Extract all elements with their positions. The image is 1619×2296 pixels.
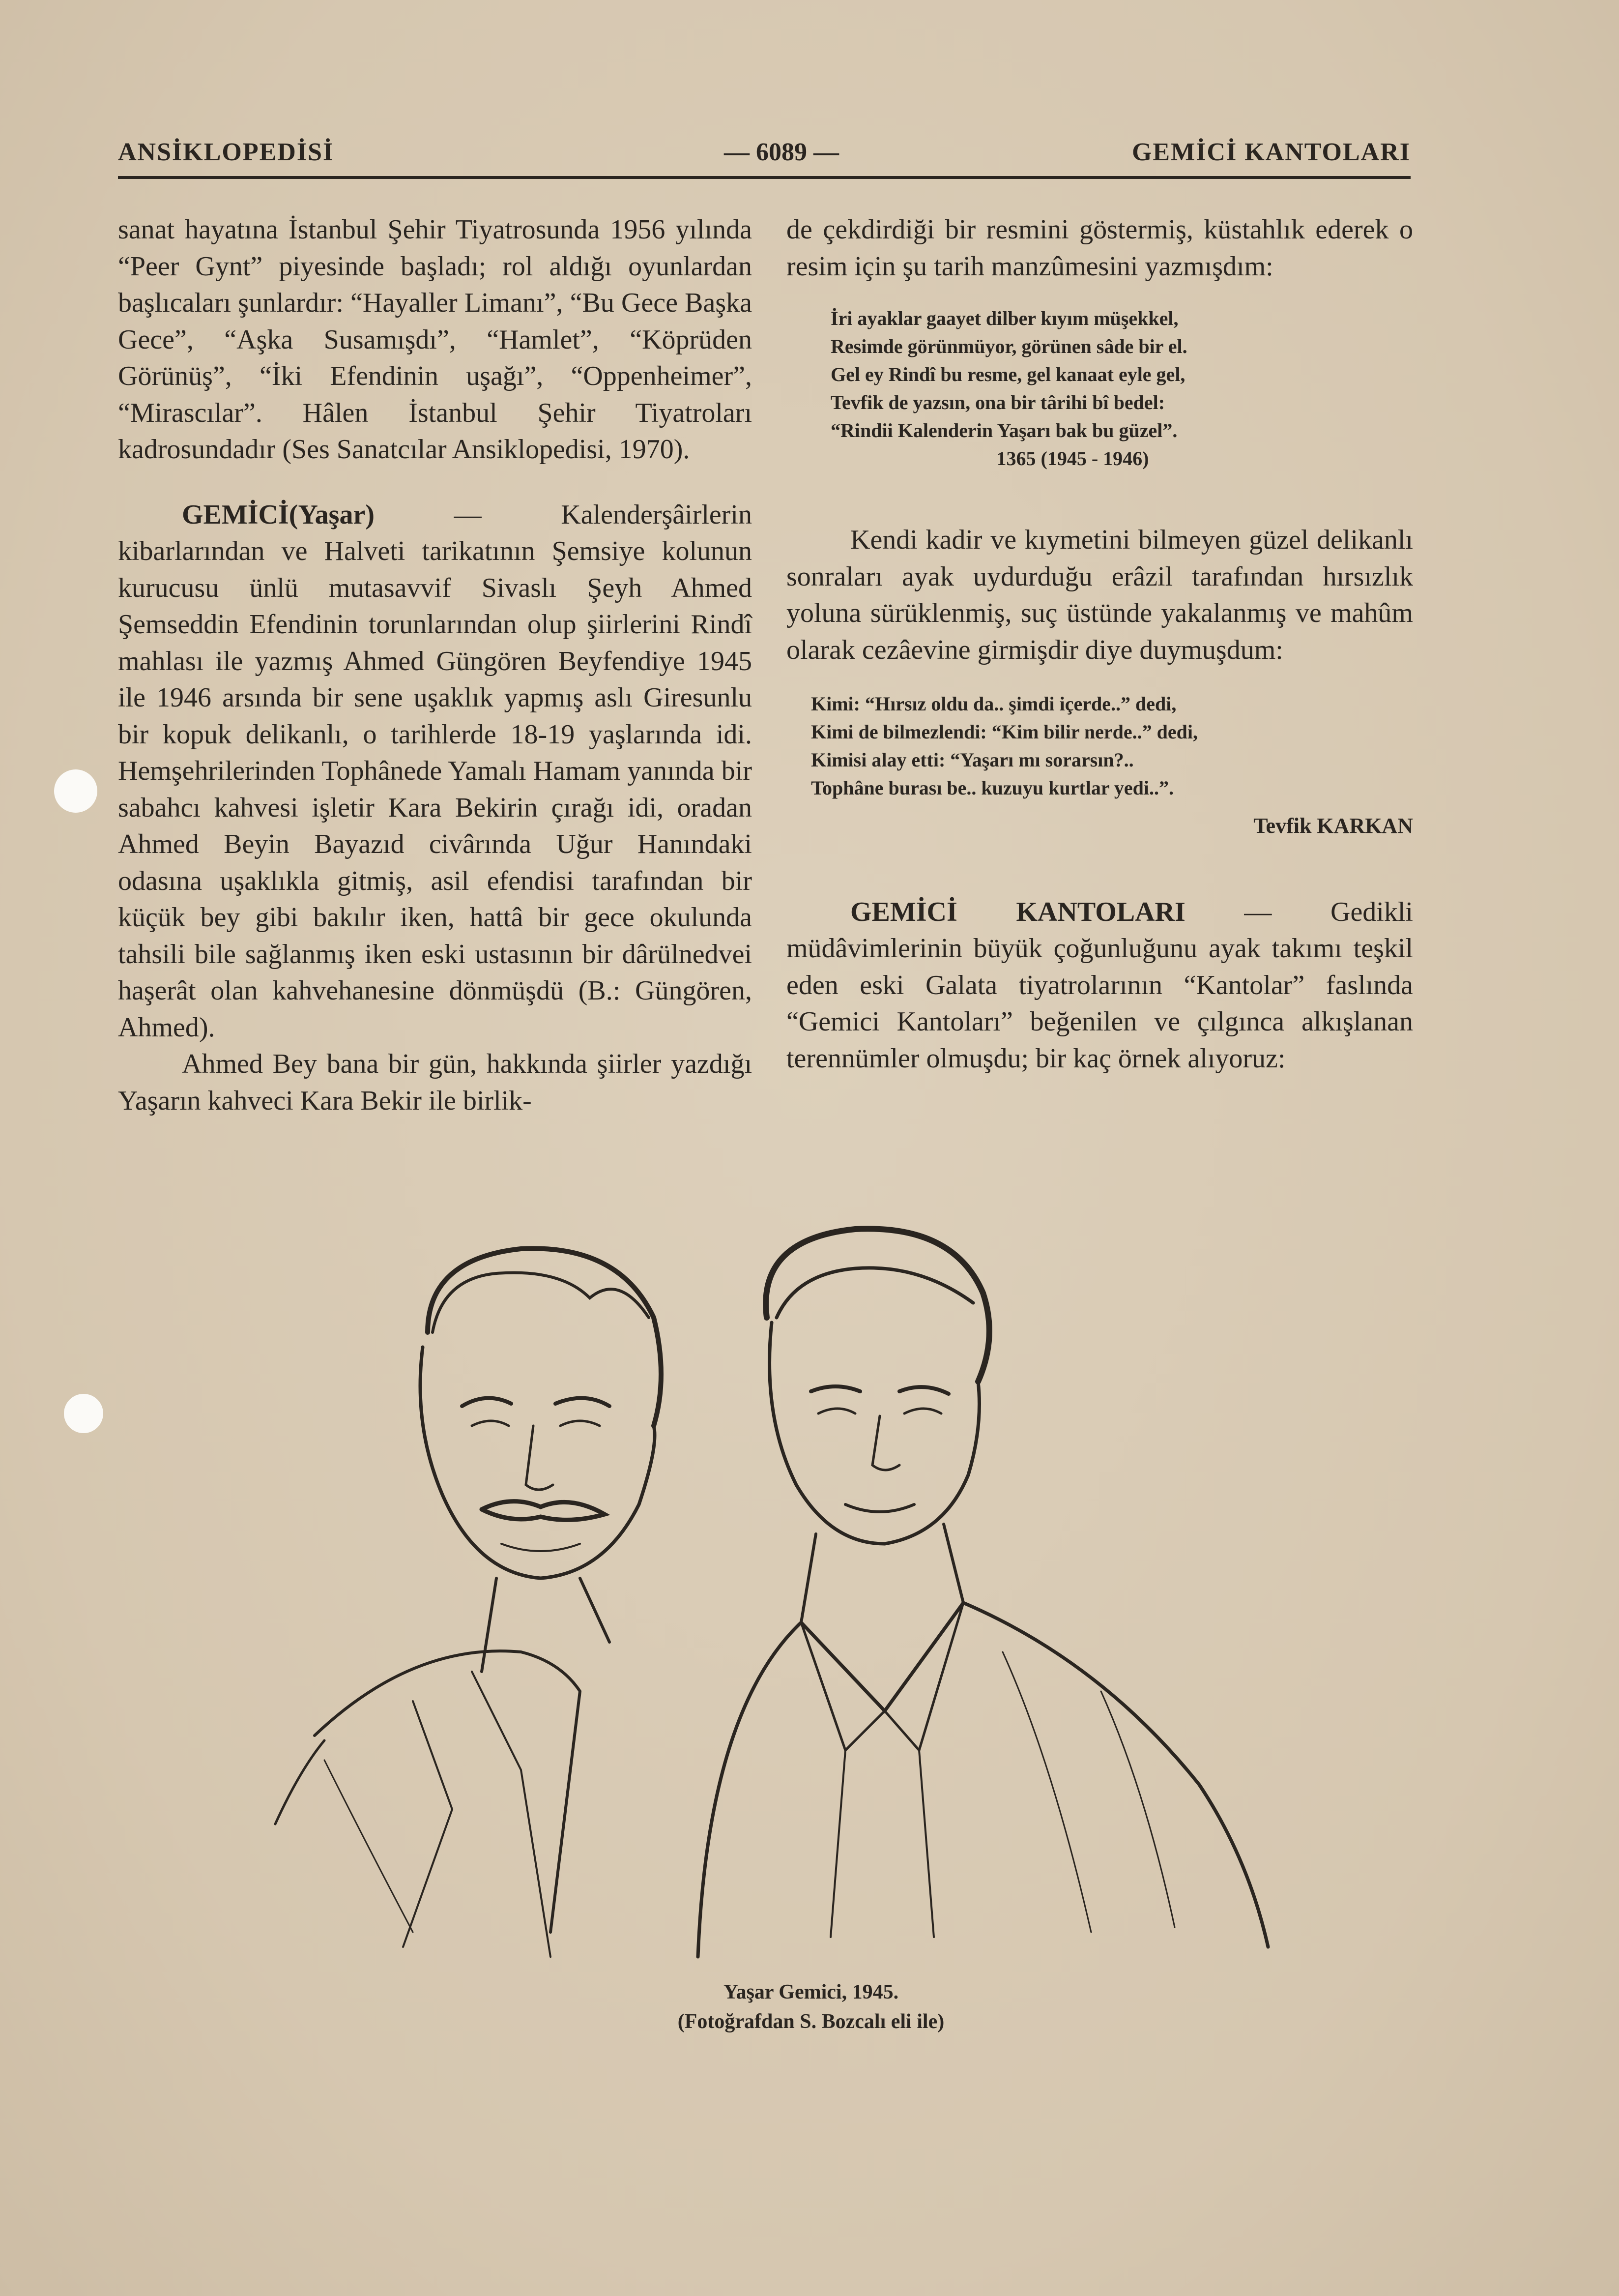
poem-1-line: “Rindii Kalenderin Yaşarı bak bu güzel”. bbox=[831, 419, 1178, 442]
right-paragraph-3 bbox=[786, 894, 1413, 1077]
portrait-illustration bbox=[265, 1219, 1396, 1981]
entry-body-kantolari: — Gedikli müdâvimlerinin büyük çoğunluğunu ayak takımı teşkil eden eski Galata tiyatrolarının “Kantolar” faslında “Gemici Kantoları” beğenilen ve çılgınca alkışlanan terennümler olmuşdu; bir kaç örnek alıyoruz: bbox=[786, 896, 1413, 1074]
poem-1-line: İri ayaklar gaayet dilber kıyım müşekkel, bbox=[831, 307, 1179, 329]
poem-1-line: Gel ey Rindî bu resme, gel kanaat eyle gel, bbox=[831, 363, 1185, 385]
right-column bbox=[786, 211, 1413, 1077]
punch-hole bbox=[64, 1394, 103, 1433]
header-title-right: GEMİCİ KANTOLARI bbox=[1131, 138, 1411, 166]
poem-1-line: Tevfik de yazsın, ona bir târihi bî bedel: bbox=[831, 391, 1165, 413]
signature: Tevfik KARKAN bbox=[1253, 814, 1413, 838]
header-title-left: ANSİKLOPEDİSİ bbox=[118, 138, 334, 166]
punch-hole bbox=[54, 769, 97, 813]
portrait-right-man bbox=[698, 1229, 1268, 1957]
figure-caption bbox=[491, 1977, 1130, 2036]
entry-body-yasar: — Kalenderşâirlerin kibarlarından ve Halveti tarikatının Şemsiye kolunun kurucusu ünlü mutasavvif Sivaslı Şeyh Ahmed Şemseddin Efendinin torunlarından olup şiirlerini Rindî mahlası ile yazmış Ahmed Güngören Beyfendiye 1945 ile 1946 arsında bir sene uşaklık yapmış aslı Giresunlu bir kopuk delikanlı, o tarihlerde 18-19 yaşlarında idi. Hemşehrilerinden Tophânede Yamalı Hamam yanında bir sabahcı kahvesi işletir Kara Bekirin çırağı idi, oradan Ahmed Beyin Bayazıd civârında Uğur Hanındaki odasına uşaklıkla gitmiş, asil efendisi tarafından bir küçük bey gibi bakılır iken, hattâ bir gece okulunda tahsili bile sağlanmış iken eski ustasının bir dârülnedvei haşerât olan kahvehanesine dönmüşdü (B.: Güngören, Ahmed). bbox=[118, 499, 752, 1043]
entry-heading-kantolari: GEMİCİ KANTOLARI bbox=[850, 896, 1185, 927]
poem-2 bbox=[811, 690, 1413, 802]
poem-1-line: Resimde görünmüyor, görünen sâde bir el. bbox=[831, 335, 1187, 357]
poem-1 bbox=[831, 304, 1413, 472]
portrait-left-man bbox=[275, 1248, 661, 1957]
header-rule bbox=[118, 176, 1411, 179]
poem-2-line: Kimi: “Hırsız oldu da.. şimdi içerde..” dedi, bbox=[811, 693, 1177, 715]
poem-1-date: 1365 (1945 - 1946) bbox=[996, 447, 1149, 470]
right-paragraph-2: Kendi kadir ve kıymetini bilmeyen güzel delikanlı sonraları ayak uydurduğu erâzil tarafından hırsızlık yoluna sürüklenmiş, suç üstünde yakalanmış ve mahûm olarak cezâevine girmişdir diye duymuşdum: bbox=[786, 525, 1413, 665]
right-paragraph-1: de çekdirdiği bir resmini göstermiş, küstahlık ederek o resim için şu tarih manzûmesini yazmışdım: bbox=[786, 214, 1413, 282]
page-number: — 6089 — bbox=[724, 138, 839, 166]
poem-2-line: Kimisi alay etti: “Yaşarı mı sorarsın?.. bbox=[811, 749, 1134, 771]
page-header bbox=[118, 133, 1411, 172]
caption-line-2: (Fotoğrafdan S. Bozcalı eli ile) bbox=[677, 2010, 945, 2033]
poem-2-line: Tophâne burası be.. kuzuyu kurtlar yedi..”. bbox=[811, 777, 1174, 799]
left-column bbox=[118, 211, 752, 1119]
entry-heading-yasar: GEMİCİ(Yaşar) bbox=[182, 499, 375, 530]
left-paragraph-1: sanat hayatına İstanbul Şehir Tiyatrosunda 1956 yılında “Peer Gynt” piyesinde başladı; rol aldığı oyunlardan başlıcaları şunlardır: “Hayaller Limanı”, “Bu Gece Başka Gece”, “Aşka Susamışdı”, “Hamlet”, “Köprüden Görünüş”, “İki Efendinin uşağı”, “Oppenheimer”, “Mirascılar”. Hâlen İstanbul Şehir Tiyatroları kadrosundadır (Ses Sanatcılar Ansiklopedisi, 1970). bbox=[118, 214, 752, 465]
left-paragraph-3: Ahmed Bey bana bir gün, hakkında şiirler yazdığı Yaşarın kahveci Kara Bekir ile birlik- bbox=[118, 1049, 752, 1116]
left-paragraph-2 bbox=[118, 497, 752, 1046]
poem-2-line: Kimi de bilmezlendi: “Kim bilir nerde..” dedi, bbox=[811, 721, 1198, 743]
caption-line-1: Yaşar Gemici, 1945. bbox=[723, 1981, 899, 2003]
